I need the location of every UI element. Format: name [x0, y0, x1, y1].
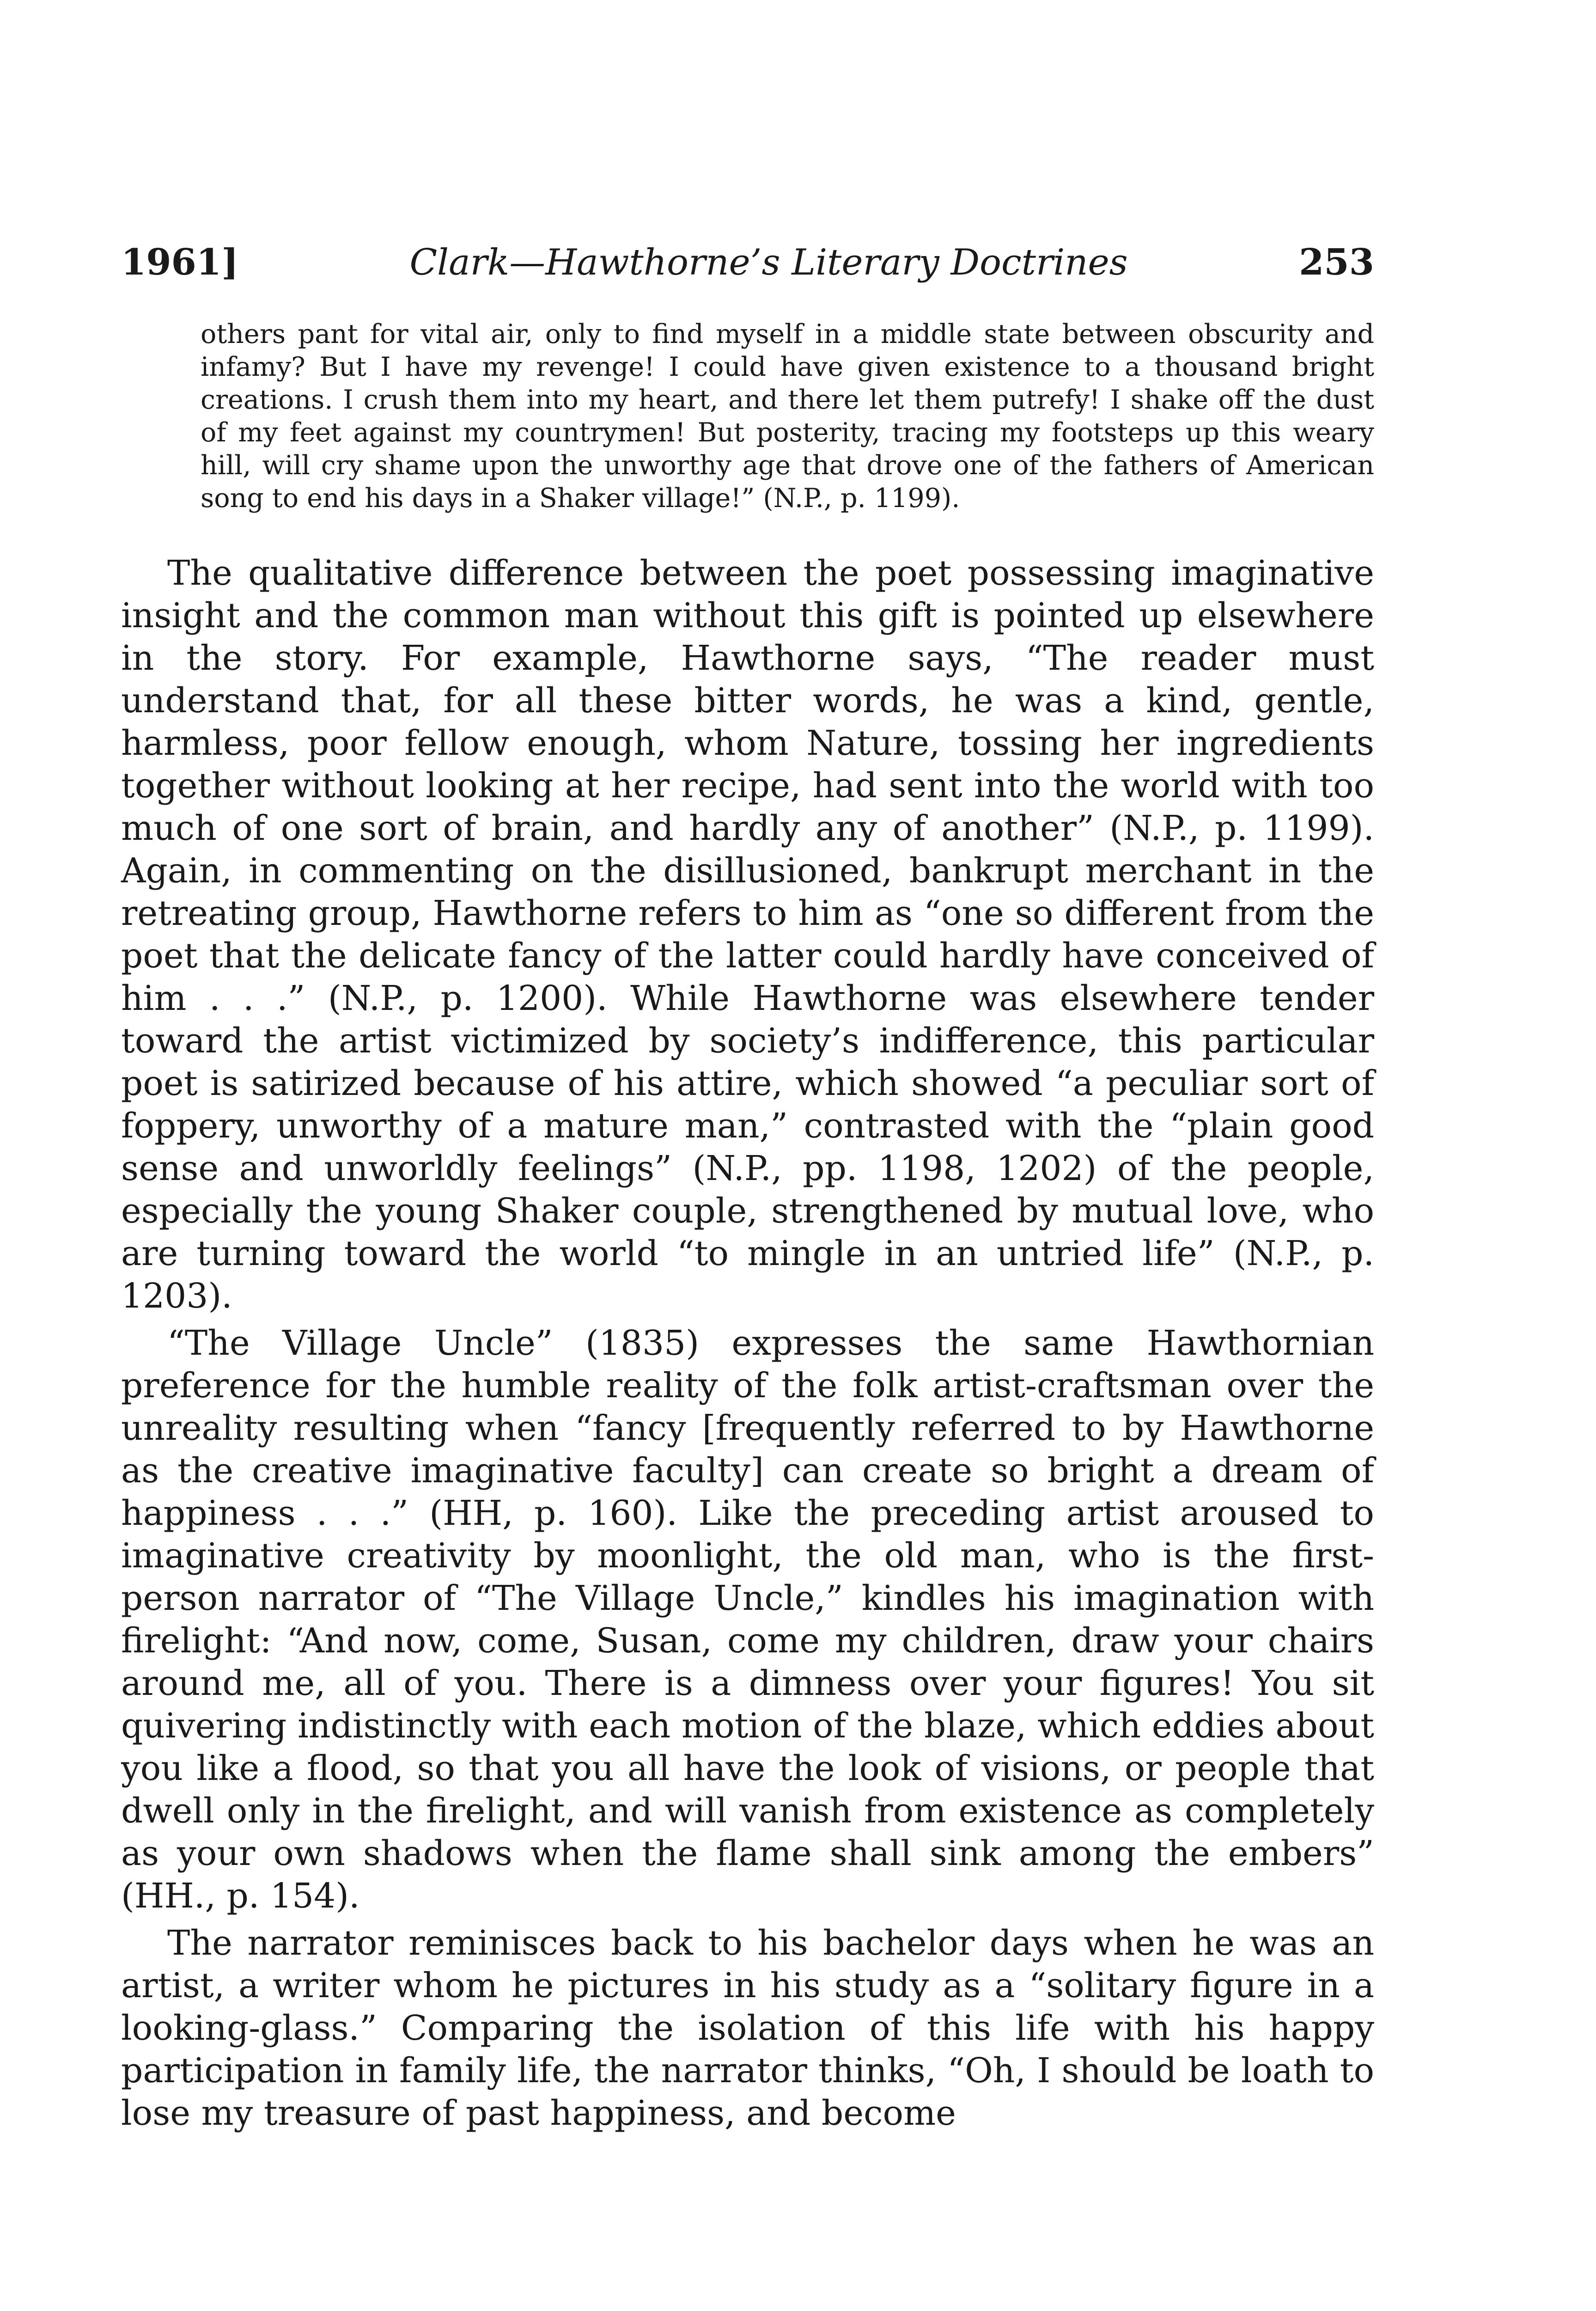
paragraph-3: The narrator reminisces back to his bachelor days when he was an artist, a writer whom he pictures in his study as a “solitary figure in a looking-glass.” Comparing the isolation of this life with his happy participation in family life, the narrator thinks, “Oh, I should be loath to lose my treasure of past happiness, and become — [121, 1923, 1374, 2133]
header-year: 1961] — [121, 241, 238, 283]
page — [121, 240, 1374, 2139]
block-quote: others pant for vital air, only to find myself in a middle state between obscurity and infamy? But I have my revenge! I could have given existence to a thousand bright creations. I crush them into my heart, and there let them putrefy! I shake off the dust of my feet against my countrymen! But posterity, tracing my footsteps up this weary hill, will cry shame upon the unworthy age that drove one of the fathers of American song to end his days in a Shaker village!” (N.P., p. 1199). — [201, 319, 1374, 514]
paragraph-2: “The Village Uncle” (1835) expresses the same Hawthornian preference for the humble reality of the folk artist-craftsman over the unreality resulting when “fancy [frequently referred to by Hawthorne as the creative imaginative faculty] can create so bright a dream of happiness . . .” (HH, p. 160). Like the preceding artist aroused to imaginative creativity by moonlight, the old man, who is the first-person narrator of “The Village Uncle,” kindles his imagination with firelight: “And now, come, Susan, come my children, draw your chairs around me, all of you. There is a dimness over your figures! You sit quivering indistinctly with each motion of the blaze, which eddies about you like a flood, so that you all have the look of visions, or people that dwell only in the firelight, and will vanish from existence as completely as your own shadows when the flame shall sink among the embers” (HH., p. 154). — [121, 1323, 1374, 1916]
paragraph-1: The qualitative difference between the poet possessing imaginative insight and the common man without this gift is pointed up elsewhere in the story. For example, Hawthorne says, “The reader must understand that, for all these bitter words, he was a kind, gentle, harmless, poor fellow enough, whom Nature, tossing her ingredients together without looking at her recipe, had sent into the world with too much of one sort of brain, and hardly any of another” (N.P., p. 1199). Again, in commenting on the disillusioned, bankrupt merchant in the retreating group, Hawthorne refers to him as “one so different from the poet that the delicate fancy of the latter could hardly have conceived of him . . .” (N.P., p. 1200). While Hawthorne was elsewhere tender toward the artist victimized by society’s indifference, this particular poet is satirized because of his attire, which showed “a peculiar sort of foppery, unworthy of a mature man,” contrasted with the “plain good sense and unworldly feelings” (N.P., pp. 1198, 1202) of the people, especially the young Shaker couple, strengthened by mutual love, who are turning toward the world “to mingle in an untried life” (N.P., p. 1203). — [121, 553, 1374, 1316]
page-number: 253 — [1299, 241, 1374, 283]
header-title: Clark—Hawthorne’s Literary Doctrines — [409, 242, 1128, 283]
running-head — [121, 240, 1374, 285]
